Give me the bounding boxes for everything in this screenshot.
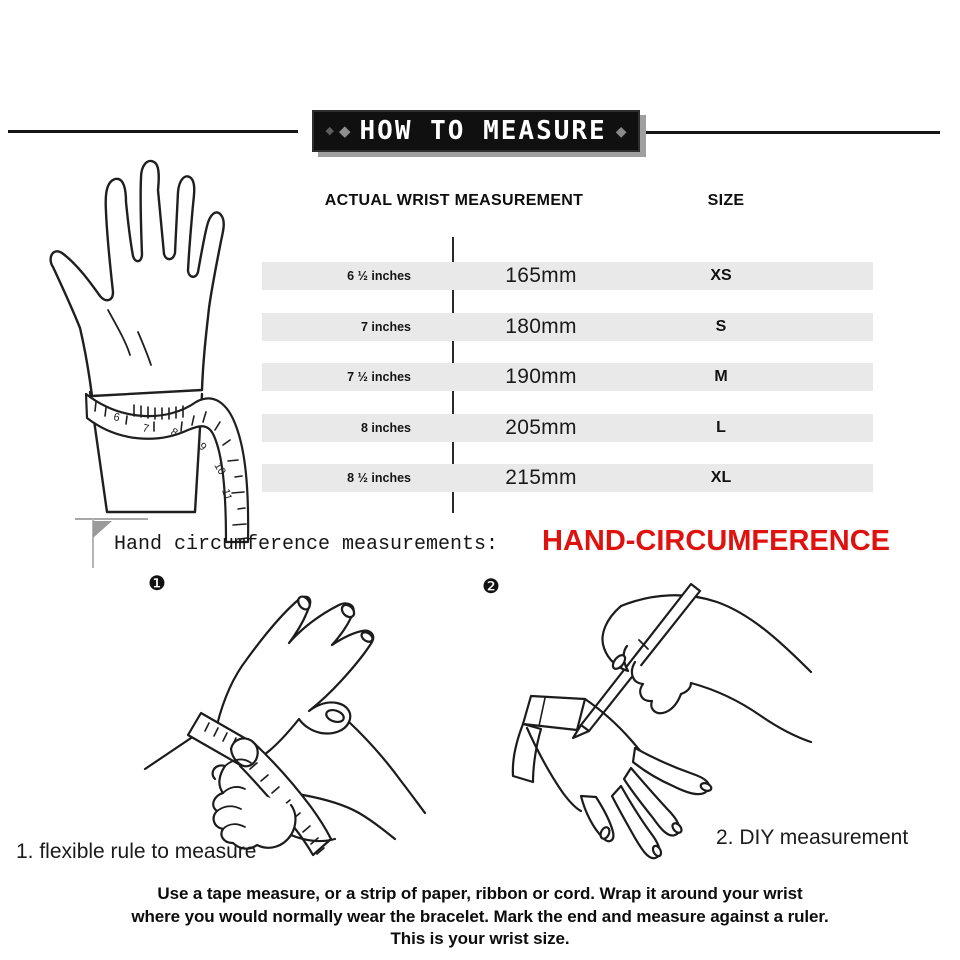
page-title: HOW TO MEASURE bbox=[359, 116, 607, 146]
table-row bbox=[262, 464, 873, 492]
tape-number: 10 bbox=[211, 460, 228, 478]
step-1-badge: ❶ bbox=[148, 573, 166, 595]
table-row bbox=[262, 313, 873, 341]
instructions-line-2: where you would normally wear the bracelet. Mark the end and measure against a ruler. bbox=[131, 906, 829, 926]
tape-number: 9 bbox=[195, 440, 209, 454]
measuring-instructions bbox=[0, 883, 960, 951]
cell-size: XS bbox=[710, 267, 732, 284]
instructions-line-1: Use a tape measure, or a strip of paper, ribbon or cord. Wrap it around your wrist bbox=[157, 884, 803, 903]
step-2-badge: ❷ bbox=[482, 576, 500, 598]
caption-diy-measurement: 2. DIY measurement bbox=[716, 826, 909, 849]
cell-size: L bbox=[716, 419, 726, 436]
circumference-heading: HAND-CIRCUMFERENCE bbox=[542, 525, 890, 557]
diamond-icon: ◆ bbox=[325, 124, 334, 137]
cell-mm: 190mm bbox=[505, 365, 577, 388]
cell-mm: 215mm bbox=[505, 466, 577, 489]
tape-number: 7 bbox=[141, 422, 151, 436]
hand-wrist-tape-illustration bbox=[30, 150, 280, 550]
cell-inches: 8 inches bbox=[360, 421, 411, 435]
cell-inches: 7 ½ inches bbox=[347, 370, 411, 384]
tape-number: 6 bbox=[112, 411, 121, 425]
table-row bbox=[262, 363, 873, 391]
tape-number: 8 bbox=[168, 426, 180, 440]
diamond-icon: ◆ bbox=[615, 123, 627, 139]
tape-number: 11 bbox=[219, 487, 234, 502]
header-rule-right bbox=[644, 131, 940, 134]
cell-mm: 205mm bbox=[505, 416, 577, 439]
cell-size: XL bbox=[710, 469, 732, 486]
caption-flexible-rule: 1. flexible rule to measure bbox=[16, 840, 257, 863]
diamond-icon: ◆ bbox=[338, 122, 351, 140]
column-header-measurement: ACTUAL WRIST MEASUREMENT bbox=[324, 192, 584, 209]
table-row bbox=[262, 414, 873, 442]
cell-inches: 8 ½ inches bbox=[347, 471, 411, 485]
cell-size: S bbox=[715, 318, 727, 335]
cell-mm: 165mm bbox=[505, 264, 577, 287]
cell-size: M bbox=[714, 368, 728, 385]
circumference-label: Hand circumference measurements: bbox=[114, 533, 499, 556]
instructions-line-3: This is your wrist size. bbox=[390, 929, 570, 948]
cell-mm: 180mm bbox=[505, 315, 577, 338]
flexible-rule-illustration bbox=[105, 583, 465, 873]
header-rule-left bbox=[8, 130, 298, 133]
cell-inches: 7 inches bbox=[360, 320, 411, 334]
table-row bbox=[262, 262, 873, 290]
column-header-size: SIZE bbox=[707, 192, 745, 209]
cell-inches: 6 ½ inches bbox=[347, 269, 411, 283]
how-to-measure-banner bbox=[312, 110, 640, 152]
